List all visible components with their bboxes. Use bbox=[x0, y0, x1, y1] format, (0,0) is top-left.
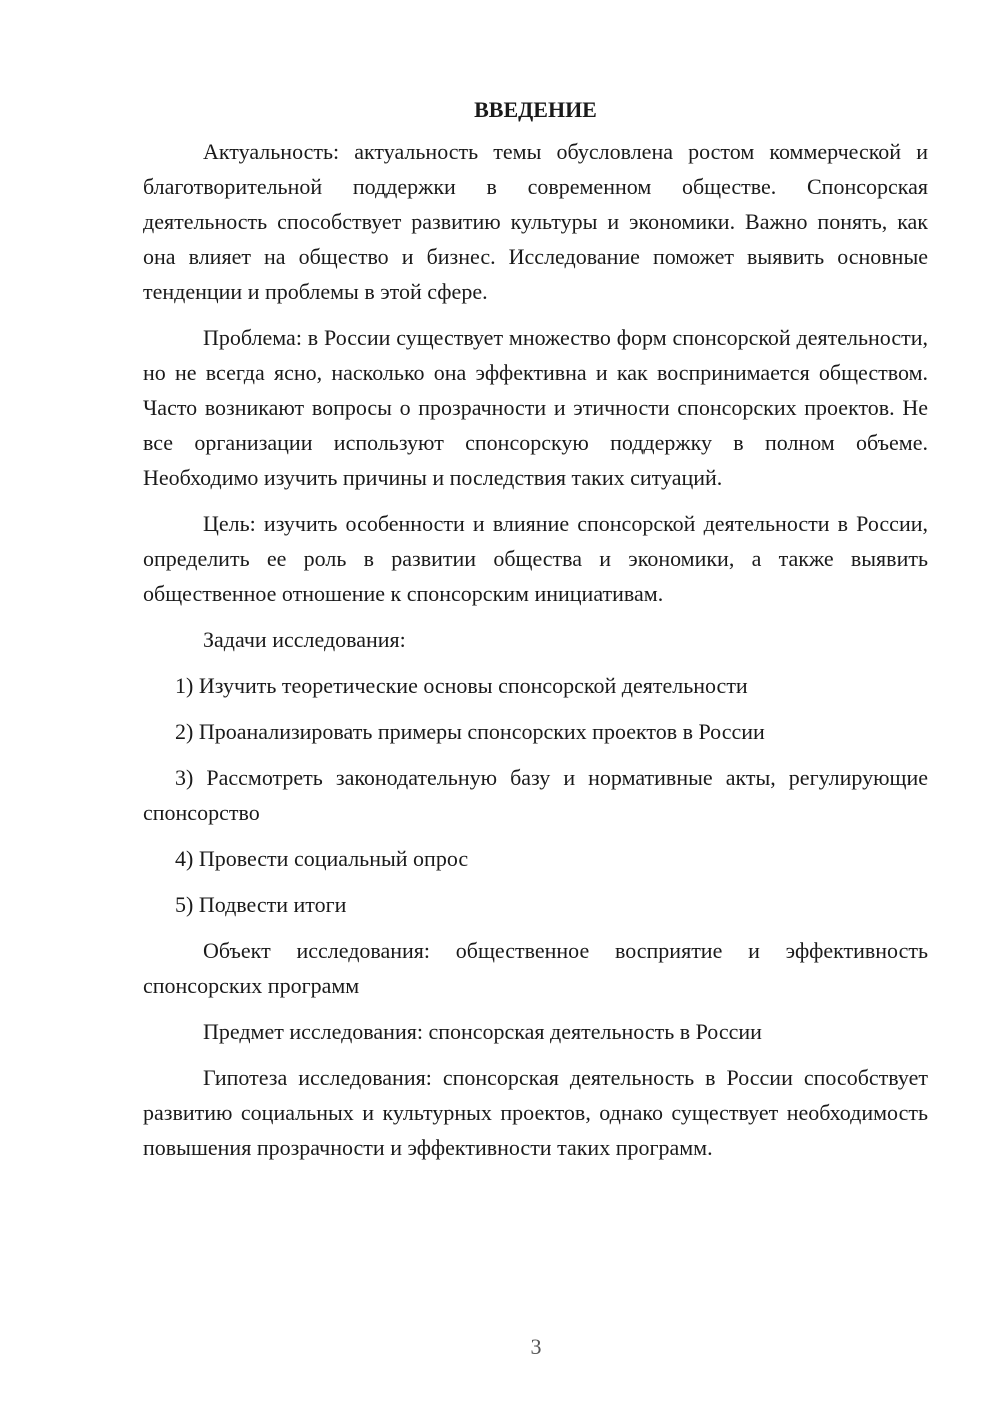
task-item-4: 4) Провести социальный опрос bbox=[175, 846, 469, 871]
task-item-5: 5) Подвести итоги bbox=[175, 892, 347, 917]
subject-paragraph: Предмет исследования: спонсорская деятельность в России bbox=[203, 1019, 762, 1044]
document-page bbox=[143, 96, 928, 1176]
goal-paragraph: Цель: изучить особенности и влияние спонсорской деятельности в России, определить ее роль в развитии общества и экономики, а также выявить общественное отношение к спонсорским инициативам. bbox=[143, 511, 928, 606]
task-item-3: 3) Рассмотреть законодательную базу и нормативные акты, регулирующие спонсорство bbox=[143, 765, 928, 825]
page-number: 3 bbox=[530, 1334, 542, 1359]
relevance-paragraph: Актуальность: актуальность темы обусловлена ростом коммерческой и благотворительной поддержки в современном обществе. Спонсорская деятельность способствует развитию культуры и экономики. Важно понять, как она влияет на общество и бизнес. Исследование поможет выявить основные тенденции и проблемы в этой сфере. bbox=[143, 139, 928, 304]
object-paragraph: Объект исследования: общественное восприятие и эффективность спонсорских программ bbox=[143, 938, 928, 998]
task-item-2: 2) Проанализировать примеры спонсорских проектов в России bbox=[175, 719, 765, 744]
tasks-heading: Задачи исследования: bbox=[203, 627, 406, 652]
task-item-1: 1) Изучить теоретические основы спонсорской деятельности bbox=[175, 673, 748, 698]
page-title: ВВЕДЕНИЕ bbox=[474, 97, 597, 122]
problem-paragraph: Проблема: в России существует множество форм спонсорской деятельности, но не всегда ясно, насколько она эффективна и как воспринимается обществом. Часто возникают вопросы о прозрачности и этичности спонсорских проектов. Не все организации используют спонсорскую поддержку в полном объеме. Необходимо изучить причины и последствия таких ситуаций. bbox=[143, 325, 928, 490]
hypothesis-paragraph: Гипотеза исследования: спонсорская деятельность в России способствует развитию социальных и культурных проектов, однако существует необходимость повышения прозрачности и эффективности таких программ. bbox=[143, 1065, 928, 1160]
